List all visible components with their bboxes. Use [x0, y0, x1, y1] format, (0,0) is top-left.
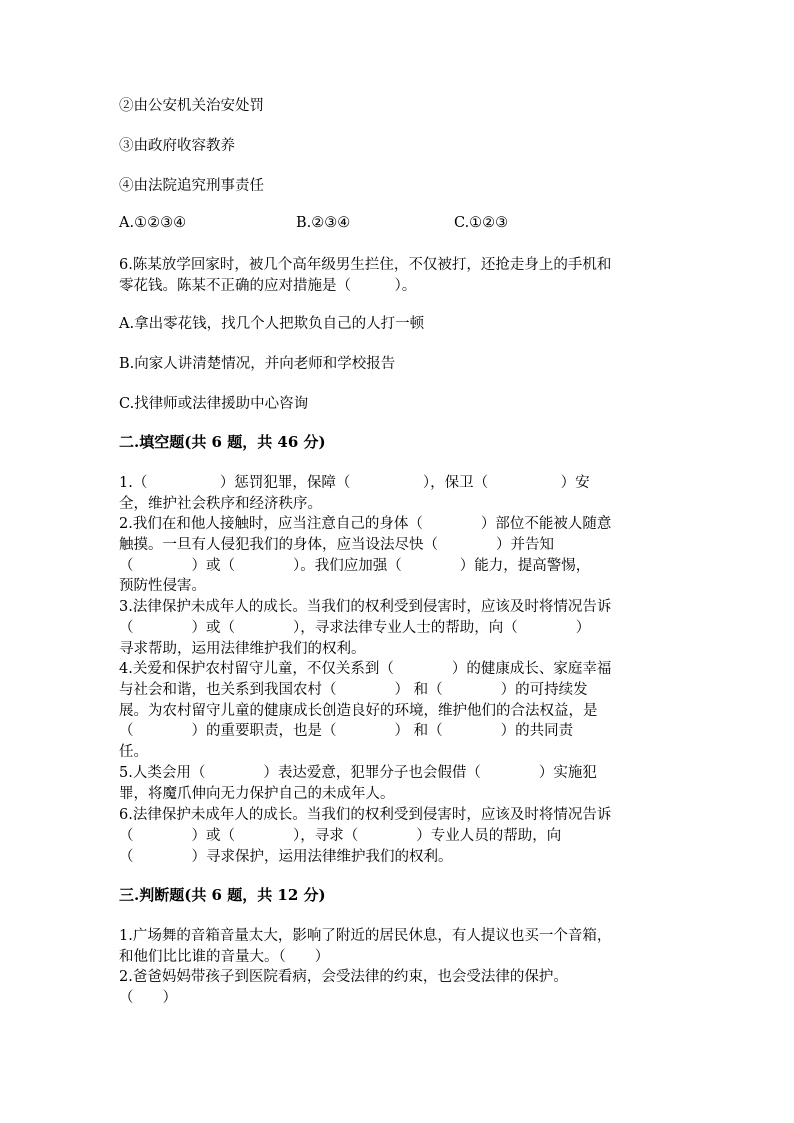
question-line: 展。为农村留守儿童的健康成长创造良好的环境，维护他们的合法权益，是 — [119, 702, 598, 719]
q6-option-a: A.拿出零花钱，找几个人把欺负自己的人打一顿 — [119, 316, 425, 332]
q5-item-2: ②由公安机关治安处罚 — [119, 98, 264, 114]
question-line: 3.法律保护未成年人的成长。当我们的权利受到侵害时，应该及时将情况告诉 — [119, 599, 612, 615]
q5-options — [119, 215, 679, 236]
question-line: （ ） — [119, 989, 177, 1006]
question-line: （ ）或（ ），寻求（ ）专业人员的帮助，向 — [119, 827, 562, 844]
q6-option-b: B.向家人讲清楚情况，并向老师和学校报告 — [119, 356, 396, 372]
question-line: 2.爸爸妈妈带孩子到医院看病，会受法律的约束，也会受法律的保护。 — [119, 969, 568, 985]
question-line: 2.我们在和他人接触时，应当注意自己的身体（ ）部位不能被人随意 — [119, 516, 612, 532]
q5-option-c: C.①②③ — [454, 215, 509, 231]
judge-question-2 — [119, 967, 675, 1009]
question-line: 和他们比比谁的音量大。（ ） — [119, 948, 330, 965]
question-line: 触摸。一旦有人侵犯我们的身体，应当设法尽快（ ）并告知 — [119, 536, 554, 553]
question-line: 寻求帮助，运用法律维护我们的权利。 — [119, 640, 366, 657]
fill-question-2 — [119, 514, 675, 597]
question-line: 1.广场舞的音箱音量太大，影响了附近的居民休息，有人提议也买一个音箱， — [119, 928, 612, 944]
question-line: （ ）寻求保护，运用法律维护我们的权利。 — [119, 848, 453, 865]
q5-option-b: B.②③④ — [296, 215, 351, 231]
question-line: 预防性侵害。 — [119, 578, 206, 595]
question-line: （ ）或（ ）。我们应加强（ ）能力，提高警惕， — [119, 557, 591, 574]
question-line: （ ）的重要职责，也是（ ） 和（ ）的共同责 — [119, 723, 574, 740]
fill-question-4 — [119, 659, 675, 763]
question-line: 与社会和谐，也关系到我国农村（ ） 和（ ）的可持续发 — [119, 681, 588, 698]
question-line: 罪，将魔爪伸向无力保护自己的未成年人。 — [119, 785, 395, 802]
fill-question-5 — [119, 763, 675, 805]
q5-option-a: A.①②③④ — [119, 215, 187, 231]
question-line: 6.法律保护未成年人的成长。当我们的权利受到侵害时，应该及时将情况告诉 — [119, 807, 612, 823]
q6-stem — [119, 255, 675, 297]
question-line: 任。 — [119, 744, 148, 761]
fill-question-3 — [119, 597, 675, 659]
question-line: 1.（ ）惩罚犯罪，保障（ ），保卫（ ）安 — [119, 475, 590, 491]
q6-option-c: C.找律师或法律援助中心咨询 — [119, 396, 309, 412]
section2-heading: 二.填空题(共 6 题，共 46 分) — [119, 433, 326, 451]
q6-stem-line: 6.陈某放学回家时，被几个高年级男生拦住，不仅被打，还抢走身上的手机和 — [119, 257, 612, 273]
question-line: 全，维护社会秩序和经济秩序。 — [119, 495, 322, 512]
q6-stem-line: 零花钱。陈某不正确的应对措施是（ ）。 — [119, 277, 417, 294]
fill-question-6 — [119, 805, 675, 867]
question-line: （ ）或（ ），寻求法律专业人士的帮助，向（ ） — [119, 619, 591, 636]
q5-item-4: ④由法院追究刑事责任 — [119, 178, 264, 194]
fill-question-1 — [119, 473, 675, 515]
question-line: 5.人类会用（ ）表达爱意，犯罪分子也会假借（ ）实施犯 — [119, 765, 597, 781]
section3-heading: 三.判断题(共 6 题，共 12 分) — [119, 886, 326, 904]
judge-question-1 — [119, 926, 675, 968]
q5-item-3: ③由政府收容教养 — [119, 138, 235, 154]
question-line: 4.关爱和保护农村留守儿童，不仅关系到（ ）的健康成长、家庭幸福 — [119, 661, 612, 677]
